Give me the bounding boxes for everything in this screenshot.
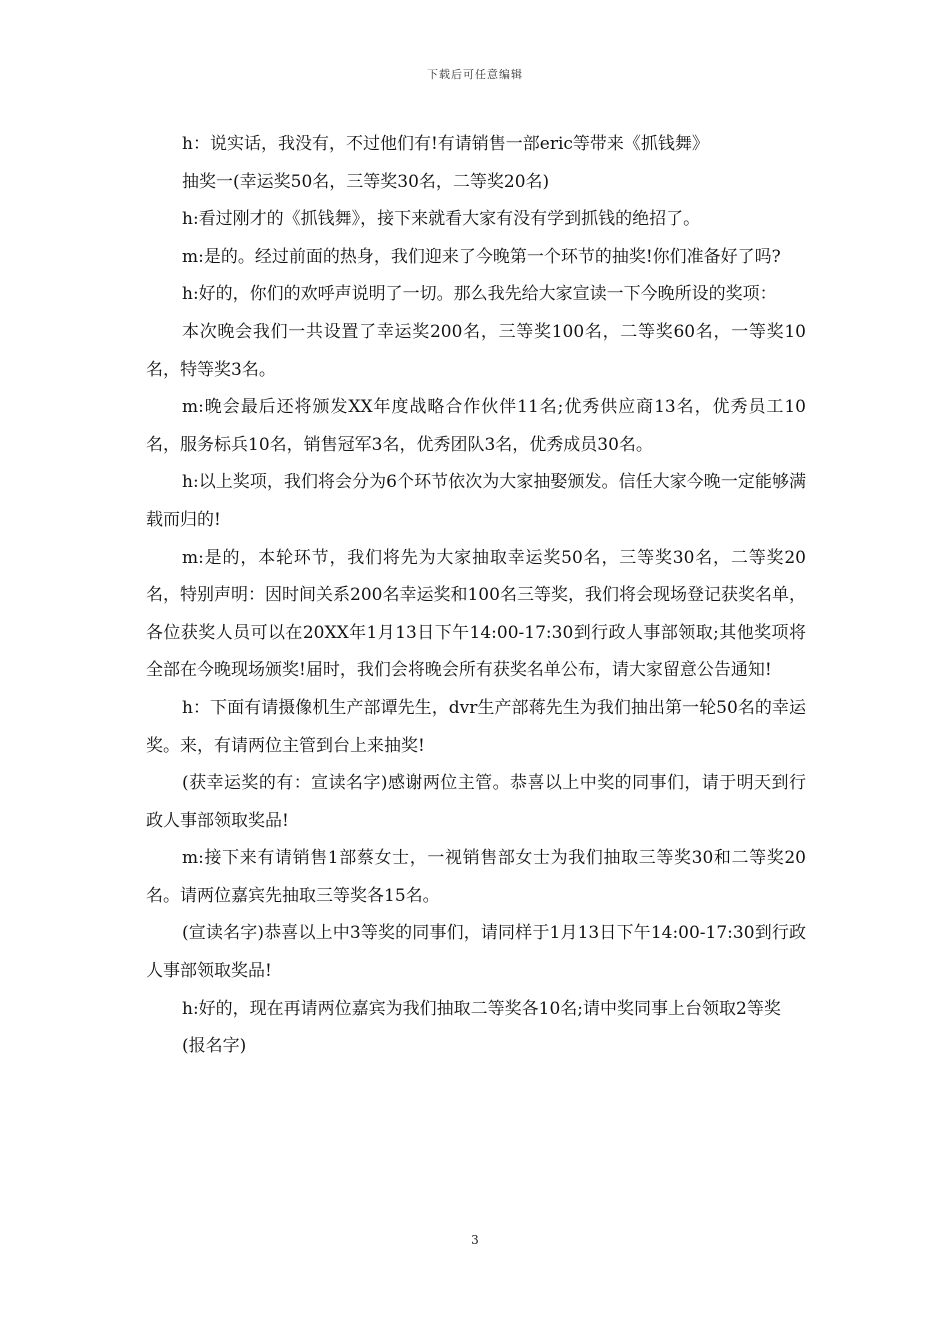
paragraph: (获幸运奖的有：宣读名字)感谢两位主管。恭喜以上中奖的同事们，请于明天到行政人事部领取奖品! [146,773,806,831]
paragraph: (宣读名字)恭喜以上中3等奖的同事们，请同样于1月13日下午14:00-17:30到行政人事部领取奖品! [146,923,806,982]
paragraph: m:接下来有请销售1部蔡女士，一视销售部女士为我们抽取三等奖30和二等奖20名。请两位嘉宾先抽取三等奖各15名。 [146,848,806,906]
paragraph: m:是的。经过前面的热身，我们迎来了今晚第一个环节的抽奖!你们准备好了吗? [182,246,781,267]
page-header: 下载后可任意编辑 [427,68,523,81]
paragraph: m:晚会最后还将颁发XX年度战略合作伙伴11名;优秀供应商13名，优秀员工10名，服务标兵10名，销售冠军3名，优秀团队3名，优秀成员30名。 [146,397,806,455]
paragraph: h:看过刚才的《抓钱舞》，接下来就看大家有没有学到抓钱的绝招了。 [182,209,701,230]
paragraph: h:好的，现在再请两位嘉宾为我们抽取二等奖各10名;请中奖同事上台领取2等奖 [182,998,781,1019]
page-number: 3 [471,1233,479,1247]
paragraph: h:以上奖项，我们将会分为6个环节依次为大家抽娶颁发。信任大家今晚一定能够满载而归的! [146,472,806,530]
paragraph: h：下面有请摄像机生产部谭先生，dvr生产部蒋先生为我们抽出第一轮50名的幸运奖。来，有请两位主管到台上来抽奖! [146,697,806,756]
paragraph: 本次晚会我们一共设置了幸运奖200名，三等奖100名，二等奖60名，一等奖10名，特等奖3名。 [146,321,806,380]
paragraph: h：说实话，我没有，不过他们有!有请销售一部eric等带来《抓钱舞》 [182,134,709,154]
document-body [146,126,806,1066]
paragraph: h:好的，你们的欢呼声说明了一切。那么我先给大家宣读一下今晚所设的奖项： [182,284,777,305]
paragraph: 抽奖一(幸运奖50名，三等奖30名，二等奖20名) [182,171,550,192]
paragraph: m:是的，本轮环节，我们将先为大家抽取幸运奖50名，三等奖30名，二等奖20名，特别声明：因时间关系200名幸运奖和100名三等奖，我们将会现场登记获奖名单，各位获奖人员可以在20XX年1月13日下午14:00-17:30到行政人事部领取;其他奖项将全部在今晚现场颁奖!届时，我们会将晚会所有获奖名单公布，请大家留意公告通知! [146,547,806,681]
paragraph: (报名字) [182,1036,247,1057]
